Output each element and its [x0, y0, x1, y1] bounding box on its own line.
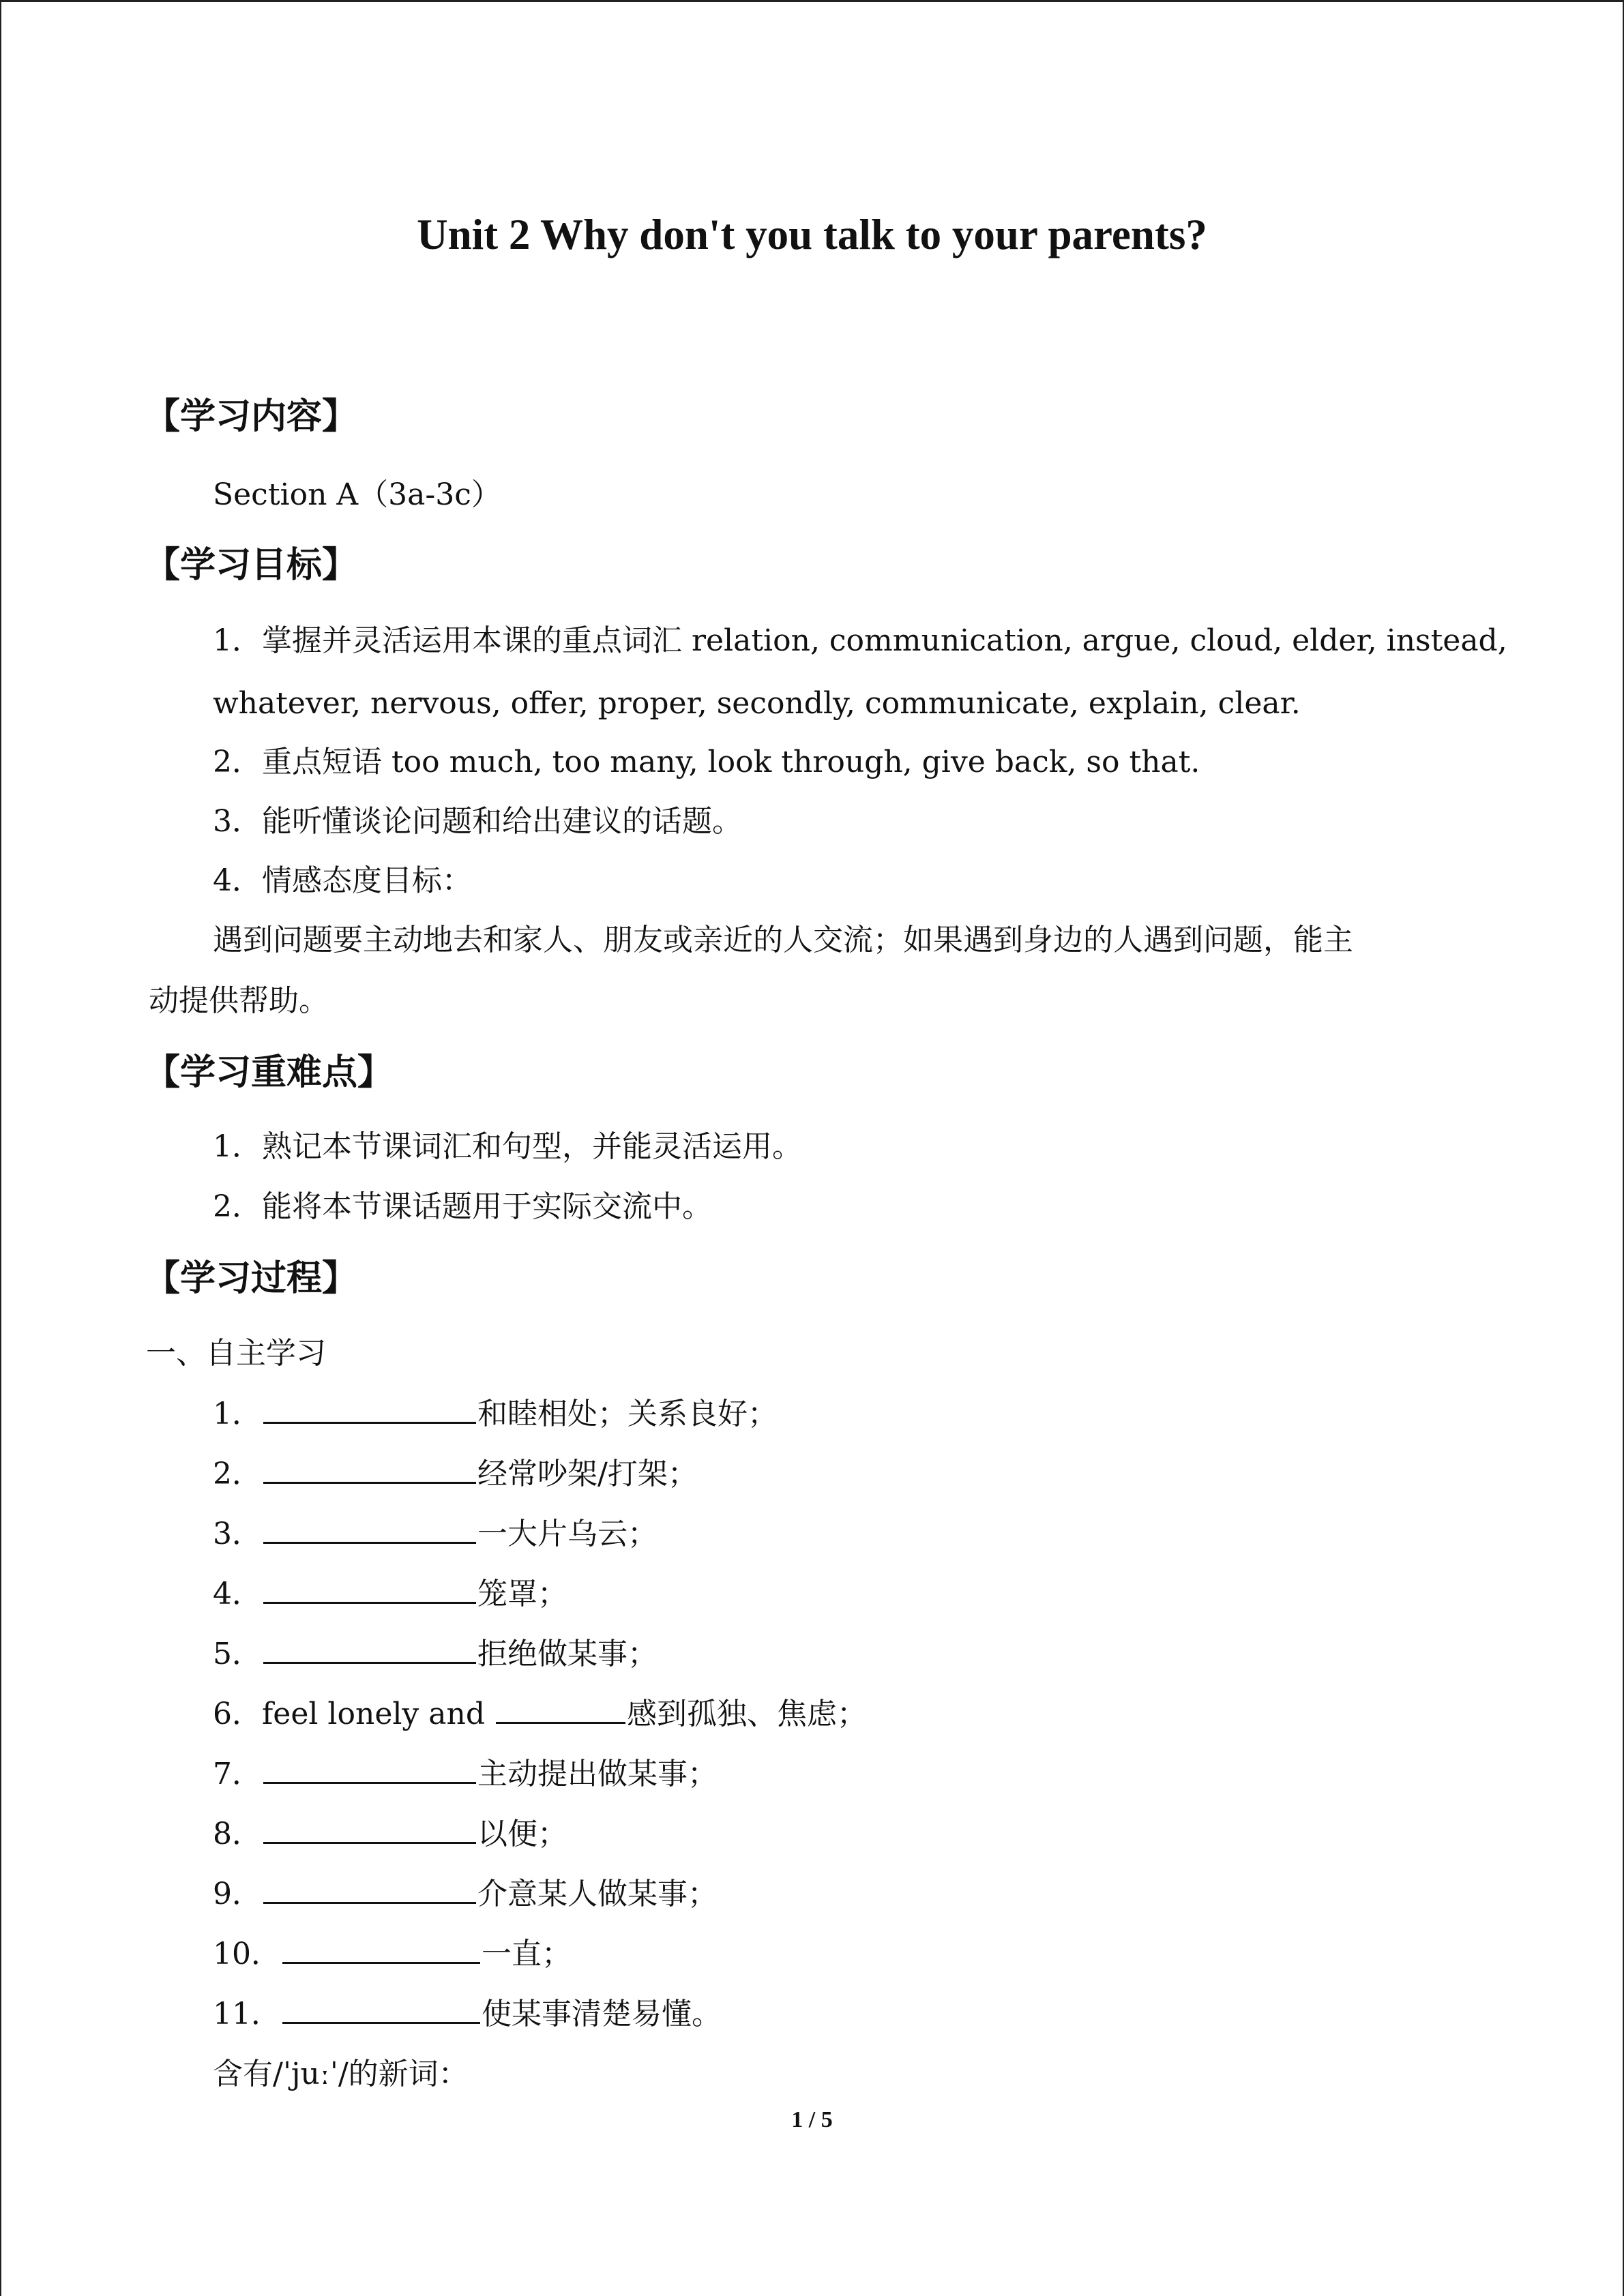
key-point-1: 1．熟记本节课词汇和句型，并能灵活运用。: [213, 1129, 802, 1164]
goal-1-line-1: 1．掌握并灵活运用本课的重点词汇 relation, communication, argue, cloud, elder, instead,: [213, 623, 1507, 658]
answer-blank[interactable]: [282, 1961, 480, 1964]
exercise-item: 1． 和睦相处；关系良好；: [213, 1397, 778, 1431]
goal-4-line-1: 遇到问题要主动地去和家人、朋友或亲近的人交流；如果遇到身边的人遇到问题，能主: [213, 923, 1353, 957]
answer-blank[interactable]: [263, 1781, 476, 1784]
answer-blank[interactable]: [263, 1481, 476, 1484]
exercise-item: 2． 经常吵架/打架；: [213, 1457, 698, 1491]
key-point-2: 2．能将本节课话题用于实际交流中。: [213, 1189, 712, 1224]
exercise-item: 4． 笼罩；: [213, 1577, 567, 1611]
exercise-item: 3． 一大片乌云；: [213, 1517, 658, 1551]
goal-4-line-2: 动提供帮助。: [149, 983, 329, 1018]
goal-2: 2．重点短语 too much, too many, look through, give back, so that.: [213, 745, 1200, 779]
goal-4: 4．情感态度目标：: [213, 863, 472, 898]
exercise-item: 5． 拒绝做某事；: [213, 1637, 658, 1671]
page-title: Unit 2 Why don't you talk to your parents?: [417, 211, 1207, 258]
new-words-label: 含有/ˈjuːˈ/的新词：: [213, 2057, 469, 2091]
page-number: 1 / 5: [791, 2107, 833, 2132]
answer-blank[interactable]: [263, 1601, 476, 1604]
exercise-item: 9． 介意某人做某事；: [213, 1877, 718, 1911]
answer-blank[interactable]: [263, 1901, 476, 1904]
goal-1-line-2: whatever, nervous, offer, proper, secondly, communicate, explain, clear.: [213, 686, 1301, 721]
exercise-item: 7． 主动提出做某事；: [213, 1757, 718, 1791]
answer-blank[interactable]: [282, 2021, 480, 2024]
self-study-label: 一、自主学习: [146, 1336, 326, 1371]
exercise-item: 8． 以便；: [213, 1817, 567, 1851]
answer-blank[interactable]: [263, 1421, 476, 1424]
answer-blank[interactable]: [496, 1721, 625, 1724]
heading-key-points: 【学习重难点】: [145, 1052, 394, 1093]
goal-3: 3．能听懂谈论问题和给出建议的话题。: [213, 804, 742, 839]
exercise-item: 6．feel lonely and 感到孤独、焦虑；: [213, 1697, 867, 1731]
exercise-item: 10． 一直；: [213, 1937, 572, 1971]
answer-blank[interactable]: [263, 1541, 476, 1544]
answer-blank[interactable]: [263, 1841, 476, 1844]
section-text: Section A（3a-3c）: [213, 477, 501, 512]
heading-study-process: 【学习过程】: [145, 1258, 358, 1299]
heading-study-content: 【学习内容】: [145, 396, 358, 437]
exercise-item: 11． 使某事清楚易懂。: [213, 1997, 722, 2031]
answer-blank[interactable]: [263, 1661, 476, 1664]
heading-study-goals: 【学习目标】: [145, 545, 358, 586]
